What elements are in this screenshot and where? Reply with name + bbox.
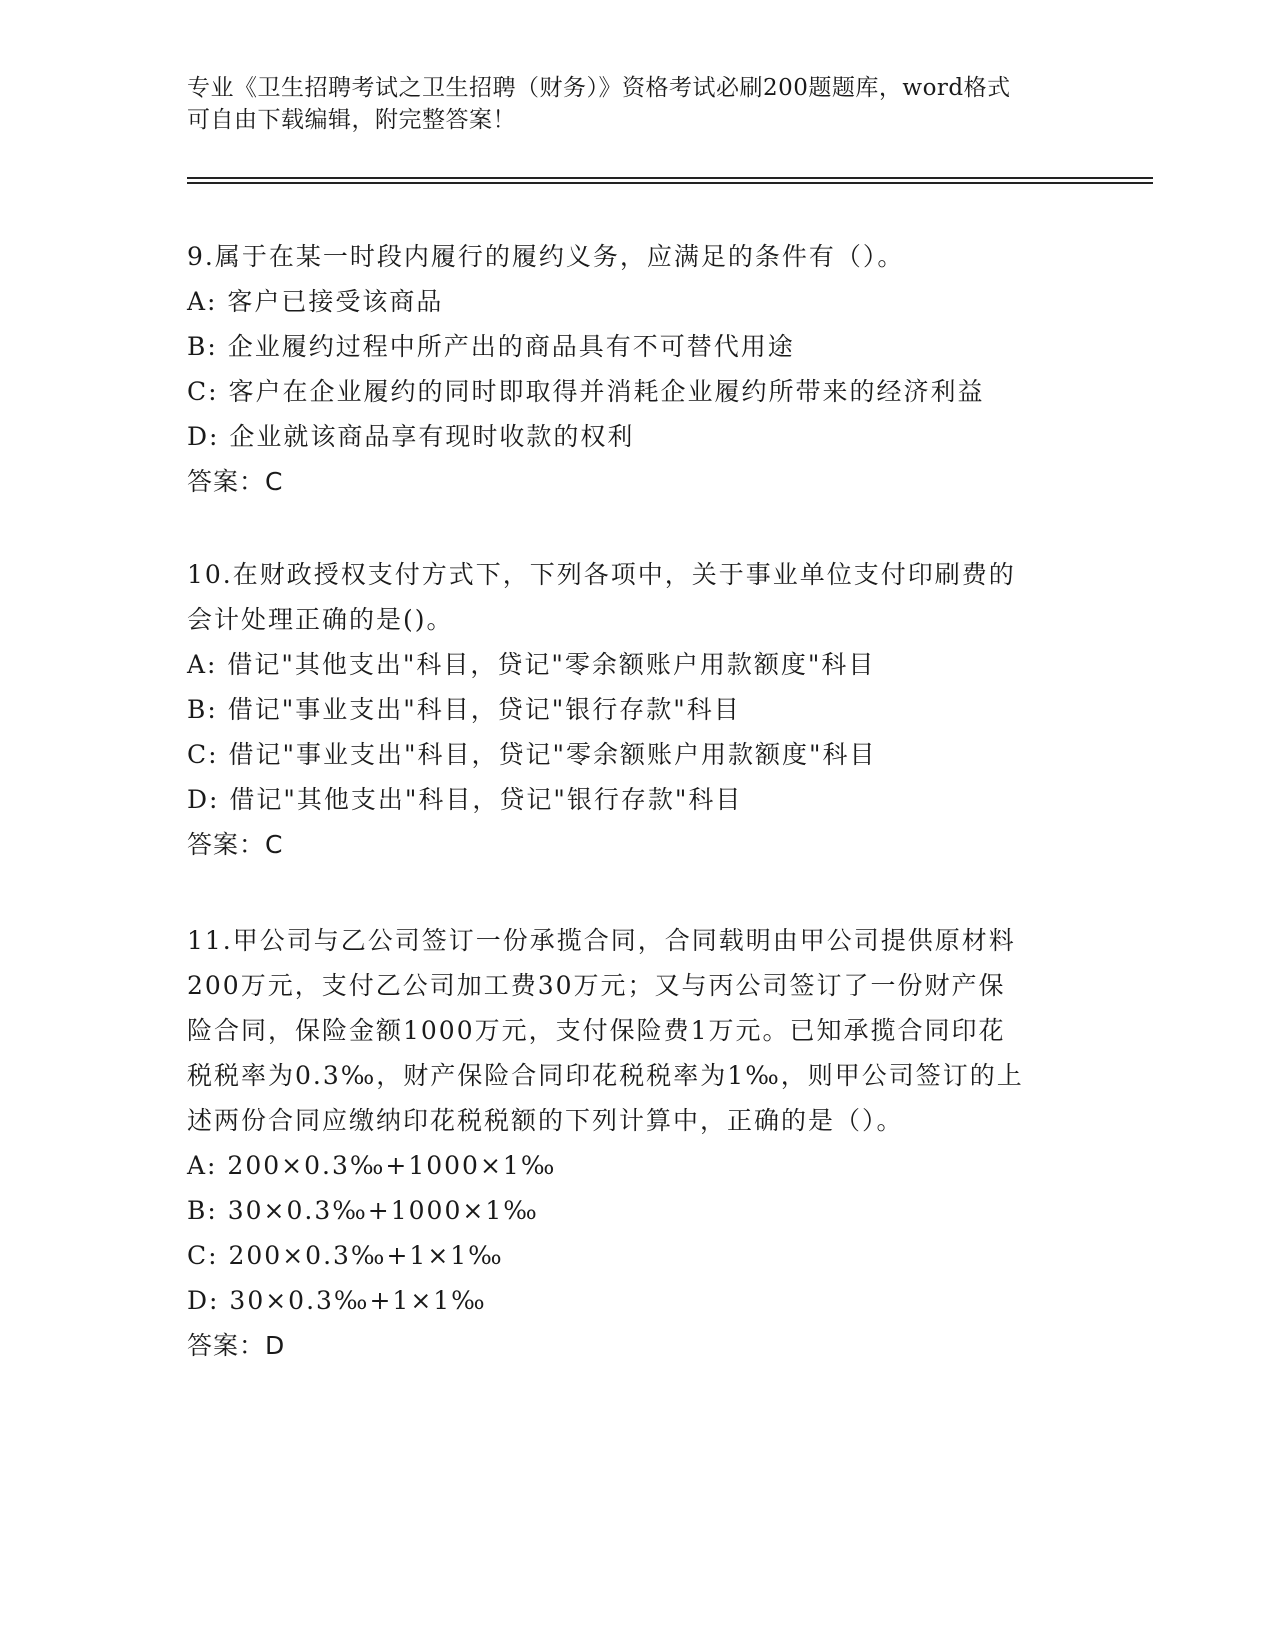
option-d: D: 30×0.3‰+1×1‰ [187,1286,487,1315]
option-b: B: 30×0.3‰+1000×1‰ [187,1196,539,1225]
question-11 [187,918,1067,1368]
option-c: C: 借记"事业支出"科目，贷记"零余额账户用款额度"科目 [187,740,877,769]
option-a: A: 客户已接受该商品 [187,287,444,316]
option-c: C: 200×0.3‰+1×1‰ [187,1241,504,1270]
document-header [187,72,1067,136]
header-divider-top [187,177,1153,179]
question-stem-line: 述两份合同应缴纳印花税税额的下列计算中，正确的是（）。 [187,1106,904,1135]
answer-label: 答案：C [187,467,284,496]
question-stem-line: 险合同，保险金额1000万元，支付保险费1万元。已知承揽合同印花 [187,1016,1006,1045]
header-line-1: 专业《卫生招聘考试之卫生招聘（财务）》资格考试必刷200题题库，word格式 [187,75,1011,101]
question-stem-line: 会计处理正确的是()。 [187,605,454,634]
question-9 [187,234,1067,504]
option-b: B: 借记"事业支出"科目，贷记"银行存款"科目 [187,695,741,724]
option-d: D: 企业就该商品享有现时收款的权利 [187,422,635,451]
answer-label: 答案：D [187,1331,286,1360]
header-line-2: 可自由下载编辑，附完整答案！ [187,107,516,133]
option-b: B: 企业履约过程中所产出的商品具有不可替代用途 [187,332,795,361]
option-a: A: 200×0.3‰+1000×1‰ [187,1151,557,1180]
question-stem-line: 9.属于在某一时段内履行的履约义务，应满足的条件有（）。 [187,242,905,271]
header-divider-bottom [187,182,1153,184]
option-a: A: 借记"其他支出"科目，贷记"零余额账户用款额度"科目 [187,650,876,679]
question-stem-line: 200万元，支付乙公司加工费30万元；又与丙公司签订了一份财产保 [187,971,1006,1000]
question-stem-line: 税税率为0.3‰，财产保险合同印花税税率为1‰，则甲公司签订的上 [187,1061,1024,1090]
question-10 [187,552,1067,867]
question-stem-line: 10.在财政授权支付方式下，下列各项中，关于事业单位支付印刷费的 [187,560,1016,589]
answer-label: 答案：C [187,830,284,859]
option-c: C: 客户在企业履约的同时即取得并消耗企业履约所带来的经济利益 [187,377,985,406]
option-d: D: 借记"其他支出"科目，贷记"银行存款"科目 [187,785,743,814]
question-stem-line: 11.甲公司与乙公司签订一份承揽合同，合同载明由甲公司提供原材料 [187,926,1016,955]
